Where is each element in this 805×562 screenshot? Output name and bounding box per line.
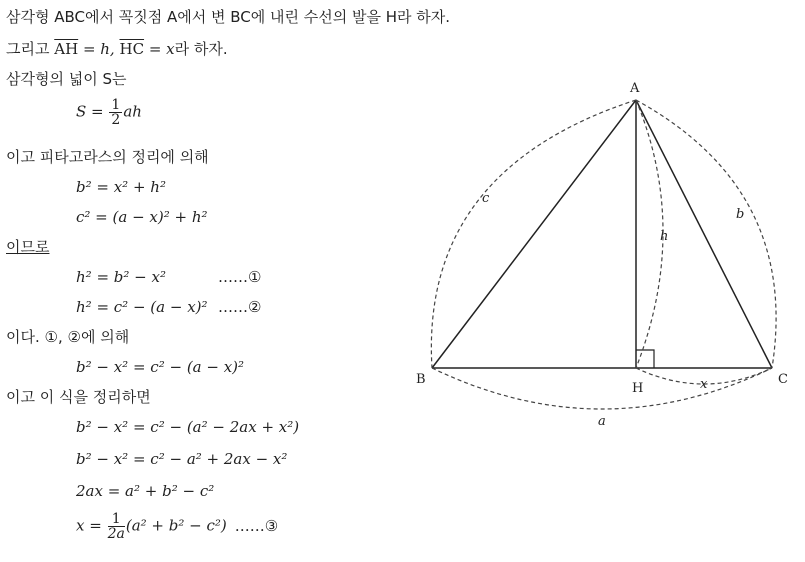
x-rhs: (a² + b² − c²) <box>125 516 227 535</box>
side-ab <box>432 100 636 368</box>
area-rhs: ah <box>123 102 142 121</box>
label-a: a <box>598 414 606 429</box>
line-pythagoras: 이고 피타고라스의 정리에 의해 <box>6 148 209 166</box>
formula-b-squared: b² = x² + h² <box>76 178 166 196</box>
formula-c-squared: c² = (a − x)² + h² <box>76 208 208 226</box>
label-H: H <box>632 381 644 396</box>
arc-a <box>432 368 772 409</box>
formula-expand: b² − x² = c² − (a² − 2ax + x²) <box>76 418 300 436</box>
line-by-1-2: 이다. ①, ②에 의해 <box>6 328 130 346</box>
label-x: x <box>700 377 708 392</box>
line-definitions <box>6 40 228 58</box>
fraction-denominator: 2 <box>111 112 121 128</box>
label-B: B <box>416 372 426 387</box>
label-C: C <box>778 372 788 387</box>
fraction-half <box>109 98 122 127</box>
right-angle-marker <box>636 350 654 368</box>
formula-area <box>76 98 142 127</box>
arc-h <box>636 100 663 368</box>
label-h: h <box>660 229 669 244</box>
formula-combined: b² − x² = c² − (a − x)² <box>76 358 245 376</box>
x-lhs: x = <box>76 516 107 535</box>
formula-expanded: b² − x² = c² − a² + 2ax − x² <box>76 450 288 468</box>
label-b: b <box>736 207 745 222</box>
marker-2: ……② <box>218 298 262 316</box>
text-then: 그리고 <box>6 40 55 58</box>
fraction-numerator: 1 <box>108 512 125 527</box>
area-lhs: S = <box>76 102 109 121</box>
eq-h: = h, <box>78 40 120 58</box>
triangle-figure <box>400 70 800 440</box>
fraction-denominator: 2a <box>107 526 125 542</box>
eq-x: = x <box>144 40 175 58</box>
marker-3: ……③ <box>234 516 279 535</box>
label-c: c <box>482 191 490 206</box>
formula-x <box>76 512 278 541</box>
side-ac <box>636 100 772 368</box>
label-A: A <box>630 81 640 96</box>
formula-h-squared-1: h² = b² − x² <box>76 268 166 286</box>
formula-h-squared-2: h² = c² − (a − x)² <box>76 298 208 316</box>
fraction-one-over-2a <box>108 512 125 541</box>
formula-2ax: 2ax = a² + b² − c² <box>76 482 215 500</box>
text-let: 라 하자. <box>174 40 228 58</box>
segment-hc: $\overline{HC}$ <box>119 40 145 58</box>
marker-1: ……① <box>218 268 262 286</box>
line-simplify: 이고 이 식을 정리하면 <box>6 388 151 406</box>
line-problem-statement: 삼각형 ABC에서 꼭짓점 A에서 변 BC에 내린 수선의 발을 H라 하자. <box>6 8 451 26</box>
line-therefore: 이므로 <box>6 238 50 256</box>
segment-ah: $\overline{AH}$ <box>54 40 79 58</box>
fraction-numerator: 1 <box>111 97 121 113</box>
line-area-intro: 삼각형의 넓이 S는 <box>6 70 127 88</box>
